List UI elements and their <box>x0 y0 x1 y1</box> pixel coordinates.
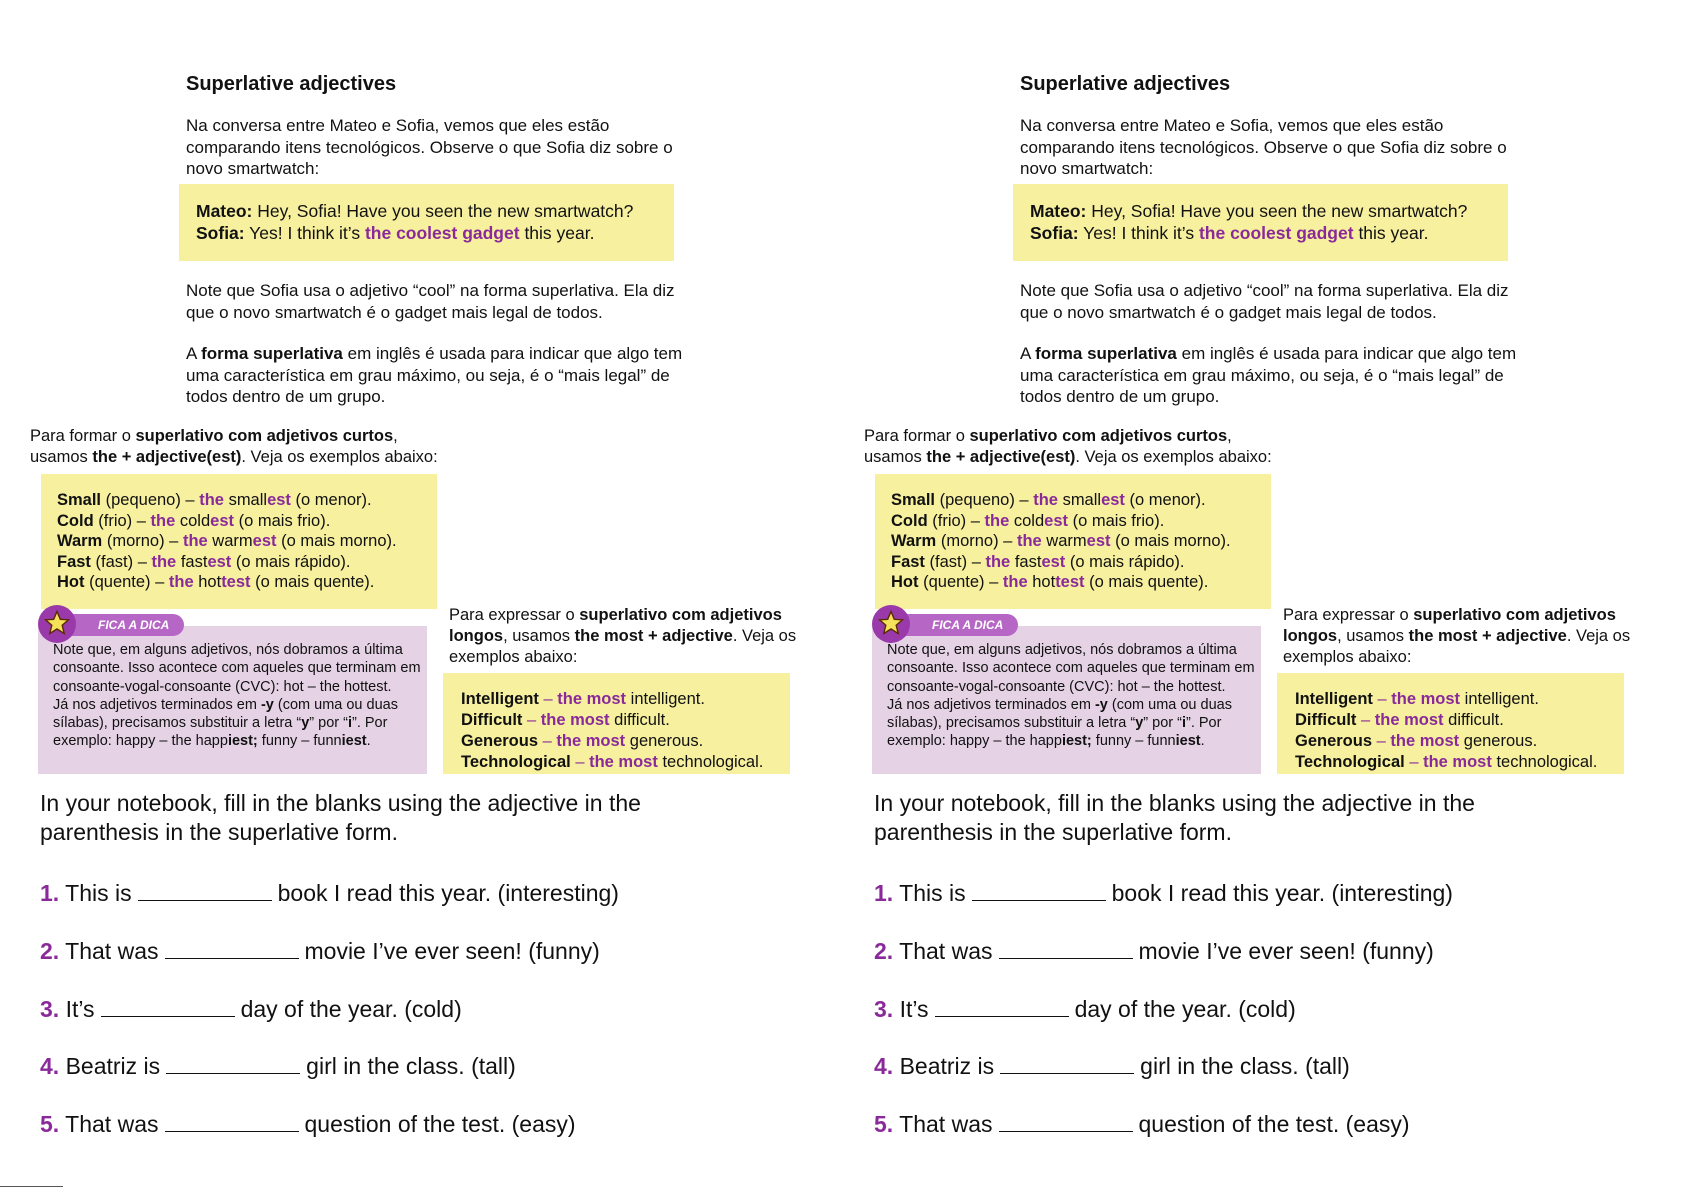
short-example-row: Cold (frio) – the coldest (o mais frio). <box>891 511 1165 530</box>
long-example-row: Difficult – the most difficult. <box>461 711 670 729</box>
short-examples-box <box>875 474 1271 609</box>
worksheet-page <box>834 0 1676 1192</box>
short-example-row: Hot (quente) – the hottest (o mais quente). <box>57 573 375 591</box>
exercise-item: 4. Beatriz is girl in the class. (tall) <box>40 1053 516 1079</box>
tip-text: Note que, em alguns adjetivos, nós dobramos a última consoante. Isso acontece com aqueles que terminam em consoante-vogal-consoante (CVC): hot – the hottest. Já nos adjetivos terminados em -y (com uma ou duas sílabas), precisamos substituir a letra “y” por “i”. Por exemplo: happy – the happiest; funny – funniest. <box>53 642 421 750</box>
exercise-number: 5. <box>40 1111 60 1137</box>
worksheet-page <box>0 0 842 1192</box>
tip-label: FICA A DICA <box>904 614 1018 636</box>
long-examples-box <box>1277 673 1624 774</box>
short-example-row: Hot (quente) – the hottest (o mais quente). <box>891 573 1209 591</box>
short-example-row: Cold (frio) – the coldest (o mais frio). <box>57 511 331 530</box>
short-example-row: Fast (fast) – the fastest (o mais rápido). <box>57 552 351 571</box>
exercise-item: 5. That was question of the test. (easy) <box>40 1111 576 1137</box>
star-icon <box>872 605 910 643</box>
long-example-row: Generous – the most generous. <box>461 732 704 750</box>
page-title: Superlative adjectives <box>1020 73 1231 95</box>
exercise-number: 1. <box>874 880 894 906</box>
definition-paragraph: A forma superlativa em inglês é usada para indicar que algo tem uma característica em grau máximo, ou seja, é o “mais legal” de todos dentro de um grupo. <box>186 344 683 406</box>
intro-paragraph: Na conversa entre Mateo e Sofia, vemos que eles estão comparando itens tecnológicos. Observe o que Sofia diz sobre o novo smartwatch: <box>186 116 673 178</box>
exercise-item: 3. It’s day of the year. (cold) <box>40 996 462 1022</box>
answer-blank <box>166 1053 300 1074</box>
exercise-item: 5. That was question of the test. (easy) <box>874 1111 1410 1137</box>
exercise-item: 1. This is book I read this year. (interesting) <box>874 880 1453 906</box>
exercise-instructions: In your notebook, fill in the blanks using the adjective in the parenthesis in the superlative form. <box>874 790 1475 845</box>
answer-blank <box>165 938 299 959</box>
answer-blank <box>972 880 1106 901</box>
short-examples-box <box>41 474 437 609</box>
exercise-item: 2. That was movie I’ve ever seen! (funny) <box>40 938 600 964</box>
long-adjectives-intro: Para expressar o superlativo com adjetivos longos, usamos the most + adjective. Veja os exemplos abaixo: <box>449 606 797 666</box>
exercise-item: 4. Beatriz is girl in the class. (tall) <box>874 1053 1350 1079</box>
long-example-row: Generous – the most generous. <box>1295 732 1538 750</box>
exercise-number: 3. <box>40 996 60 1022</box>
exercise-number: 3. <box>874 996 894 1022</box>
dialog-line-sofia: Sofia: Yes! I think it’s the coolest gadget this year. <box>1030 222 1429 243</box>
definition-paragraph: A forma superlativa em inglês é usada para indicar que algo tem uma característica em grau máximo, ou seja, é o “mais legal” de todos dentro de um grupo. <box>1020 344 1517 406</box>
answer-blank <box>935 996 1069 1017</box>
answer-blank <box>999 1111 1133 1132</box>
note-paragraph: Note que Sofia usa o adjetivo “cool” na forma superlativa. Ela diz que o novo smartwatch é o gadget mais legal de todos. <box>186 281 675 322</box>
answer-blank <box>138 880 272 901</box>
note-paragraph: Note que Sofia usa o adjetivo “cool” na forma superlativa. Ela diz que o novo smartwatch é o gadget mais legal de todos. <box>1020 281 1509 322</box>
tip-label: FICA A DICA <box>70 614 184 636</box>
tip-text: Note que, em alguns adjetivos, nós dobramos a última consoante. Isso acontece com aqueles que terminam em consoante-vogal-consoante (CVC): hot – the hottest. Já nos adjetivos terminados em -y (com uma ou duas sílabas), precisamos substituir a letra “y” por “i”. Por exemplo: happy – the happiest; funny – funniest. <box>887 642 1255 750</box>
dialog-line-mateo: Mateo: Hey, Sofia! Have you seen the new smartwatch? <box>1030 201 1468 221</box>
long-example-row: Intelligent – the most intelligent. <box>1295 690 1539 708</box>
short-example-row: Small (pequeno) – the smallest (o menor). <box>57 491 372 509</box>
short-example-row: Small (pequeno) – the smallest (o menor). <box>891 491 1206 509</box>
exercise-number: 4. <box>874 1053 894 1079</box>
exercise-number: 2. <box>874 938 894 964</box>
long-example-row: Technological – the most technological. <box>1295 753 1598 771</box>
answer-blank <box>1000 1053 1134 1074</box>
exercise-number: 1. <box>40 880 60 906</box>
dialog-line-sofia: Sofia: Yes! I think it’s the coolest gadget this year. <box>196 222 595 243</box>
short-adjectives-intro: Para formar o superlativo com adjetivos curtos, usamos the + adjective(est). Veja os exemplos abaixo: <box>30 427 438 466</box>
long-examples-box <box>443 673 790 774</box>
long-adjectives-intro: Para expressar o superlativo com adjetivos longos, usamos the most + adjective. Veja os exemplos abaixo: <box>1283 606 1631 666</box>
exercise-item: 1. This is book I read this year. (interesting) <box>40 880 619 906</box>
exercise-item: 2. That was movie I’ve ever seen! (funny) <box>874 938 1434 964</box>
star-icon <box>38 605 76 643</box>
answer-blank <box>101 996 235 1017</box>
exercise-instructions: In your notebook, fill in the blanks using the adjective in the parenthesis in the superlative form. <box>40 790 641 845</box>
dialog-line-mateo: Mateo: Hey, Sofia! Have you seen the new smartwatch? <box>196 201 634 221</box>
dialog-box <box>1013 184 1508 261</box>
page-mark <box>0 1186 63 1187</box>
short-example-row: Warm (morno) – the warmest (o mais morno). <box>891 532 1231 550</box>
exercise-number: 2. <box>40 938 60 964</box>
intro-paragraph: Na conversa entre Mateo e Sofia, vemos que eles estão comparando itens tecnológicos. Observe o que Sofia diz sobre o novo smartwatch: <box>1020 116 1507 178</box>
long-example-row: Intelligent – the most intelligent. <box>461 690 705 708</box>
long-example-row: Difficult – the most difficult. <box>1295 711 1504 729</box>
long-example-row: Technological – the most technological. <box>461 753 764 771</box>
dialog-box <box>179 184 674 261</box>
short-adjectives-intro: Para formar o superlativo com adjetivos curtos, usamos the + adjective(est). Veja os exemplos abaixo: <box>864 427 1272 466</box>
answer-blank <box>999 938 1133 959</box>
exercise-item: 3. It’s day of the year. (cold) <box>874 996 1296 1022</box>
exercise-number: 4. <box>40 1053 60 1079</box>
answer-blank <box>165 1111 299 1132</box>
exercise-number: 5. <box>874 1111 894 1137</box>
short-example-row: Fast (fast) – the fastest (o mais rápido). <box>891 552 1185 571</box>
page-title: Superlative adjectives <box>186 73 397 95</box>
short-example-row: Warm (morno) – the warmest (o mais morno). <box>57 532 397 550</box>
